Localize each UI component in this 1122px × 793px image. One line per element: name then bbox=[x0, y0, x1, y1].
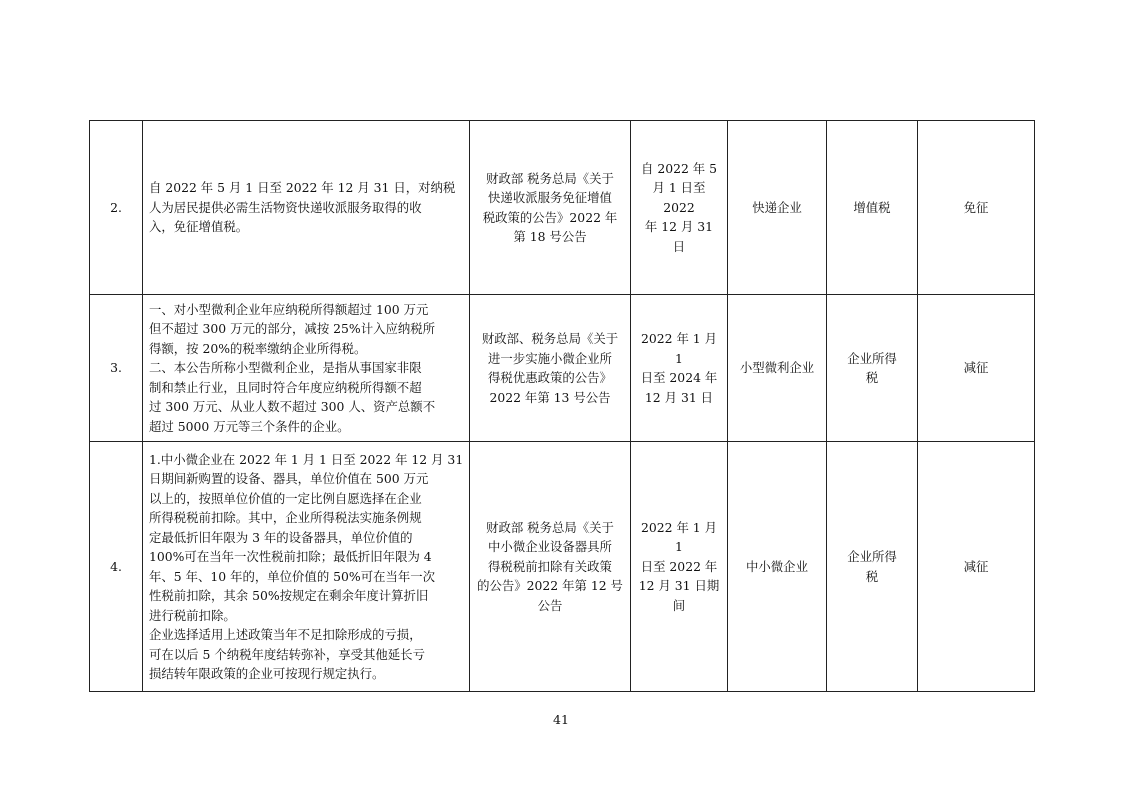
tax-type-line: 税 bbox=[865, 370, 879, 385]
tax-type-line: 税 bbox=[865, 568, 879, 584]
relief-method: 减征 bbox=[963, 360, 989, 376]
policy-subject-cell bbox=[728, 295, 827, 442]
policy-source-line: 第 18 号公告 bbox=[513, 229, 587, 244]
policy-source-line: 得税优惠政策的公告》 bbox=[488, 370, 612, 385]
policy-source-line: 财政部、税务总局《关于 bbox=[481, 331, 619, 346]
policy-content-line: 损结转年限政策的企业可按现行规定执行。 bbox=[149, 666, 385, 681]
policy-source-line: 公告 bbox=[537, 597, 563, 613]
policy-subject: 小型微利企业 bbox=[739, 360, 815, 376]
policy-content-line: 性税前扣除，其余 50%按规定在剩余年度计算折旧 bbox=[149, 588, 429, 603]
tax-type-line: 企业所得 bbox=[847, 549, 897, 564]
policy-content-line: 企业选择适用上述政策当年不足扣除形成的亏损， bbox=[149, 627, 422, 642]
tax-type-cell bbox=[827, 295, 918, 442]
policy-source-line: 进一步实施小微企业所 bbox=[488, 350, 612, 366]
policy-content-line: 入，免征增值税。 bbox=[149, 219, 249, 235]
policy-content-cell bbox=[143, 295, 470, 442]
policy-table bbox=[89, 120, 1035, 692]
relief-method: 免征 bbox=[963, 199, 989, 215]
policy-subject-cell bbox=[728, 442, 827, 692]
policy-period-line: 间 bbox=[672, 597, 686, 613]
policy-content-line: 以上的，按照单位价值的一定比例自愿选择在企业 bbox=[149, 490, 422, 506]
policy-content-cell bbox=[143, 121, 470, 295]
policy-source-cell bbox=[470, 121, 631, 295]
policy-content-line: 二、本公告所称小型微利企业，是指从事国家非限 bbox=[149, 360, 422, 376]
policy-period-line: 日至 2022 年 bbox=[640, 558, 718, 574]
policy-content-line: 1.中小微企业在 2022 年 1 月 1 日至 2022 年 12 月 31 bbox=[149, 451, 464, 467]
policy-content-line: 所得税税前扣除。其中，企业所得税法实施条例规 bbox=[149, 510, 422, 525]
policy-source-cell bbox=[470, 295, 631, 442]
policy-period-line: 12 月 31 日 bbox=[644, 389, 714, 405]
policy-content-cell bbox=[143, 442, 470, 692]
policy-content-line: 定最低折旧年限为 3 年的设备器具，单位价值的 bbox=[149, 529, 413, 545]
tax-type-line: 企业所得 bbox=[847, 350, 897, 366]
policy-content-line: 100%可在当年一次性税前扣除；最低折旧年限为 4 bbox=[149, 549, 432, 564]
table-row bbox=[90, 442, 1035, 692]
policy-period-line: 2022 年 1 月 1 bbox=[640, 331, 717, 366]
policy-period-line: 自 2022 年 5 bbox=[640, 160, 717, 176]
tax-type-cell bbox=[827, 121, 918, 295]
policy-period-cell bbox=[631, 121, 728, 295]
policy-content-line: 一、对小型微利企业年应纳税所得额超过 100 万元 bbox=[149, 301, 429, 317]
policy-content-line: 日期间新购置的设备、器具，单位价值在 500 万元 bbox=[149, 471, 429, 486]
policy-source-line: 2022 年第 13 号公告 bbox=[489, 389, 611, 405]
row-number: 2. bbox=[110, 199, 122, 215]
policy-subject-cell bbox=[728, 121, 827, 295]
relief-method-cell bbox=[918, 442, 1035, 692]
row-number-cell bbox=[90, 295, 143, 442]
policy-period-line: 月 1 日至 2022 bbox=[652, 180, 706, 215]
policy-content-line: 但不超过 300 万元的部分，减按 25%计入应纳税所 bbox=[149, 321, 436, 337]
policy-subject: 快递企业 bbox=[752, 199, 802, 215]
row-number: 4. bbox=[110, 558, 122, 574]
policy-source-line: 的公告》2022 年第 12 号 bbox=[477, 578, 623, 594]
policy-content-line: 超过 5000 万元等三个条件的企业。 bbox=[149, 418, 350, 434]
policy-content-line: 得额，按 20%的税率缴纳企业所得税。 bbox=[149, 340, 367, 356]
policy-content-line: 人为居民提供必需生活物资快递收派服务取得的收 bbox=[149, 199, 422, 215]
tax-type-line: 增值税 bbox=[853, 199, 891, 215]
tax-type-cell bbox=[827, 442, 918, 692]
row-number: 3. bbox=[110, 360, 122, 376]
policy-source-line: 得税税前扣除有关政策 bbox=[488, 558, 612, 574]
row-number-cell bbox=[90, 121, 143, 295]
policy-period-line: 日至 2024 年 bbox=[640, 370, 718, 385]
table-row bbox=[90, 121, 1035, 295]
policy-source-cell bbox=[470, 442, 631, 692]
policy-source-line: 中小微企业设备器具所 bbox=[488, 539, 612, 555]
relief-method-cell bbox=[918, 295, 1035, 442]
policy-content-line: 制和禁止行业，且同时符合年度应纳税所得额不超 bbox=[149, 379, 422, 395]
policy-subject: 中小微企业 bbox=[746, 558, 808, 574]
policy-period-line: 年 12 月 31 日 bbox=[644, 219, 714, 254]
policy-content-line: 年、5 年、10 年的，单位价值的 50%可在当年一次 bbox=[149, 568, 436, 584]
table-row bbox=[90, 295, 1035, 442]
policy-period-line: 12 月 31 日期 bbox=[638, 578, 720, 594]
policy-source-line: 财政部 税务总局《关于 bbox=[486, 170, 614, 186]
relief-method-cell bbox=[918, 121, 1035, 295]
policy-source-line: 税政策的公告》2022 年 bbox=[482, 209, 618, 225]
policy-content-line: 进行税前扣除。 bbox=[149, 607, 236, 623]
policy-source-line: 财政部 税务总局《关于 bbox=[486, 519, 614, 535]
relief-method: 减征 bbox=[963, 558, 989, 574]
policy-period-cell bbox=[631, 295, 728, 442]
policy-content-line: 过 300 万元、从业人数不超过 300 人、资产总额不 bbox=[149, 399, 436, 415]
row-number-cell bbox=[90, 442, 143, 692]
page-number: 41 bbox=[553, 712, 569, 727]
policy-period-line: 2022 年 1 月 1 bbox=[640, 519, 717, 555]
policy-content-line: 自 2022 年 5 月 1 日至 2022 年 12 月 31 日，对纳税 bbox=[149, 180, 456, 196]
policy-period-cell bbox=[631, 442, 728, 692]
policy-source-line: 快递收派服务免征增值 bbox=[488, 190, 612, 205]
policy-content-line: 可在以后 5 个纳税年度结转弥补，享受其他延长亏 bbox=[149, 646, 425, 662]
